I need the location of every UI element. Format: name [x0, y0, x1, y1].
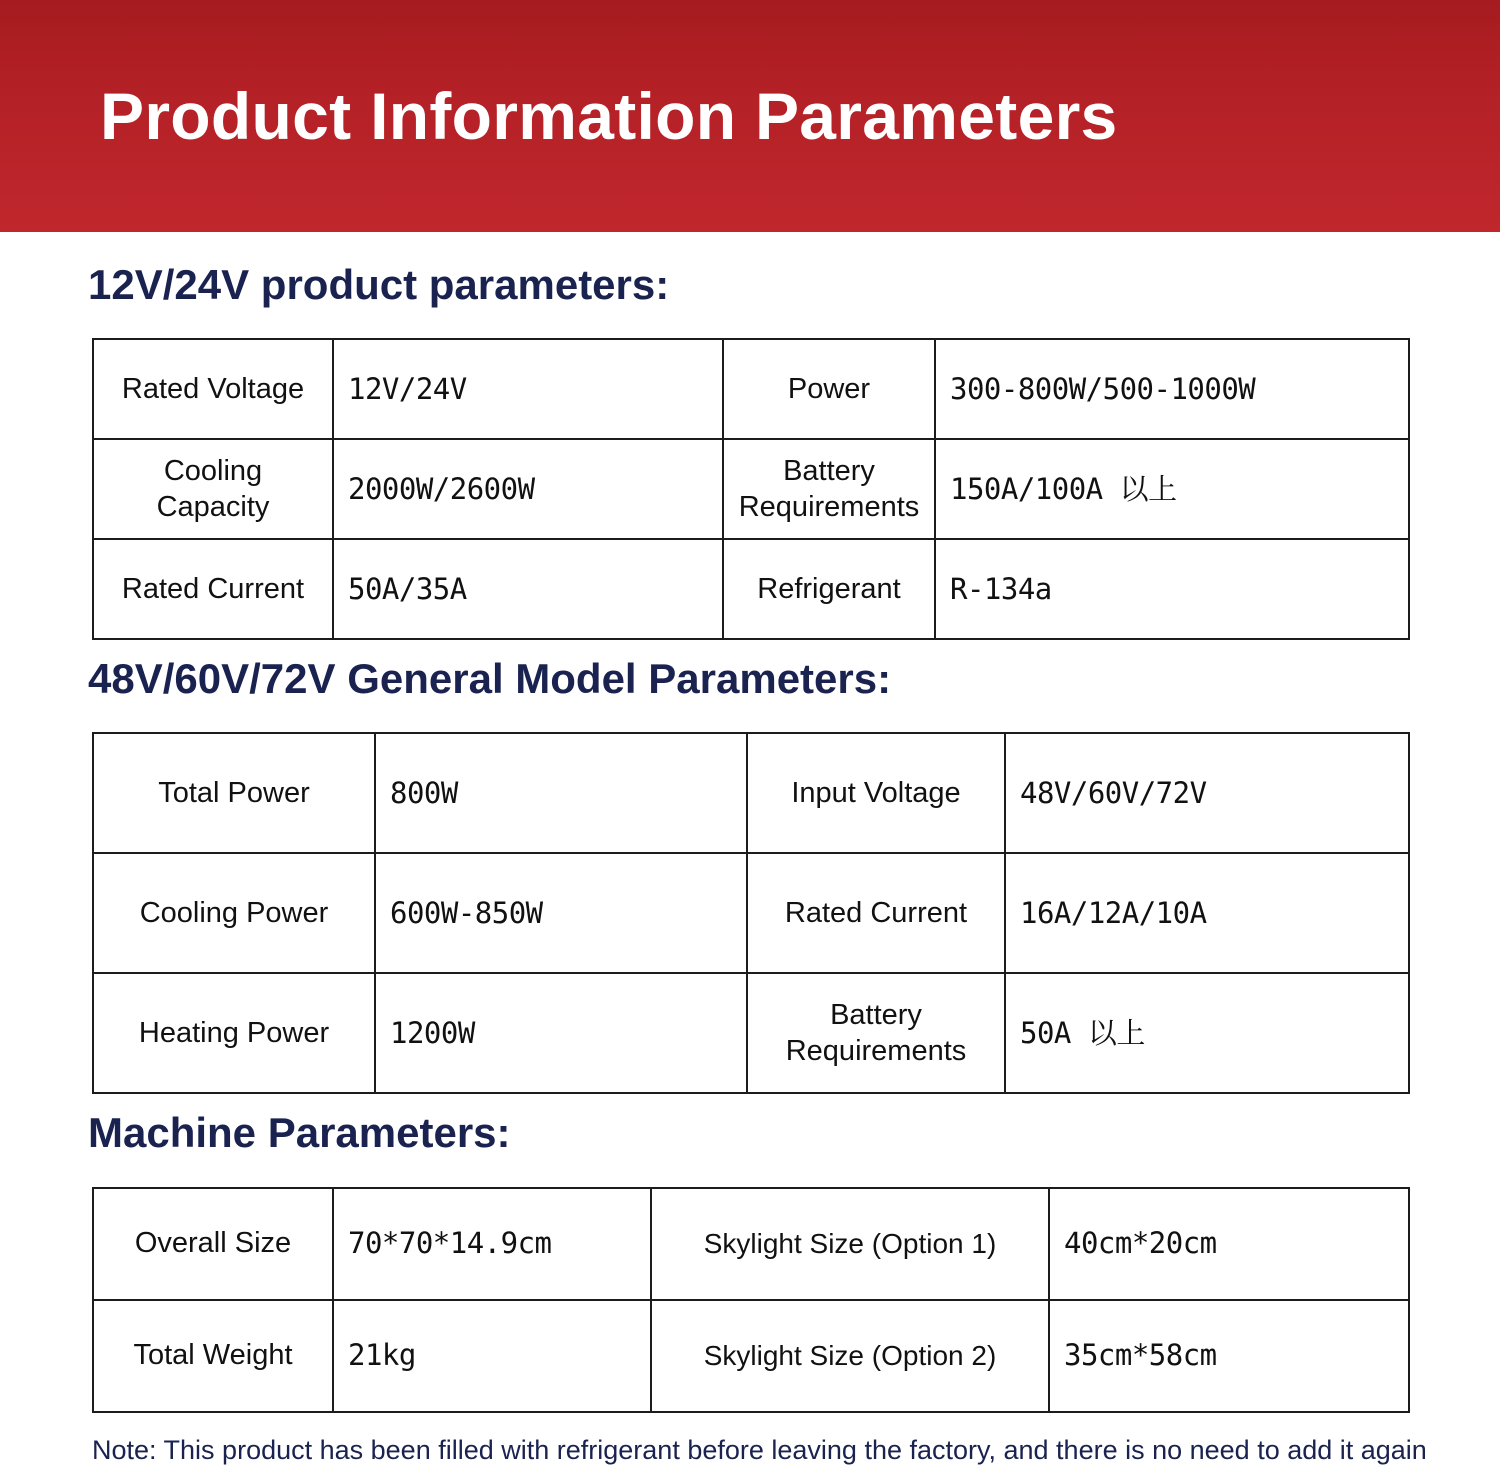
table-row: [93, 1300, 1409, 1412]
param-value: 35cm*58cm: [1049, 1300, 1409, 1412]
param-label: Rated Current: [93, 539, 333, 639]
param-value: 12V/24V: [333, 339, 723, 439]
param-label: Input Voltage: [747, 733, 1005, 853]
param-value: 2000W/2600W: [333, 439, 723, 539]
footer-note: Note: This product has been filled with refrigerant before leaving the factory, and there is no need to add it again: [92, 1434, 1427, 1465]
param-value: 50A 以上: [1005, 973, 1409, 1093]
spacer: [0, 702, 1500, 732]
parameters-table-48v60v72v: [92, 732, 1410, 1094]
parameters-table-machine: [92, 1187, 1410, 1413]
param-value: 50A/35A: [333, 539, 723, 639]
table-wrapper-machine: [0, 1187, 1500, 1413]
param-value: 16A/12A/10A: [1005, 853, 1409, 973]
parameters-table-12v24v: [92, 338, 1410, 640]
table-row: [93, 973, 1409, 1093]
spacer: [0, 308, 1500, 338]
table-row: [93, 1188, 1409, 1300]
param-value: 1200W: [375, 973, 747, 1093]
param-value: 48V/60V/72V: [1005, 733, 1409, 853]
param-label: Total Weight: [93, 1300, 333, 1412]
param-label: Skylight Size (Option 1): [651, 1188, 1049, 1300]
param-label: Rated Voltage: [93, 339, 333, 439]
param-value: 300-800W/500-1000W: [935, 339, 1409, 439]
param-label: Cooling Capacity: [93, 439, 333, 539]
param-value: 800W: [375, 733, 747, 853]
param-label: Overall Size: [93, 1188, 333, 1300]
table-wrapper-12v24v: [0, 338, 1500, 640]
spacer: [0, 640, 1500, 656]
table-row: [93, 539, 1409, 639]
param-label: Total Power: [93, 733, 375, 853]
section-heading-12v24v: 12V/24V product parameters:: [88, 261, 670, 308]
spacer: [0, 232, 1500, 262]
param-value: 40cm*20cm: [1049, 1188, 1409, 1300]
param-label: Battery Requirements: [723, 439, 935, 539]
spacer: [0, 1094, 1500, 1110]
param-label: Skylight Size (Option 2): [651, 1300, 1049, 1412]
param-value: 150A/100A 以上: [935, 439, 1409, 539]
spacer: [0, 1157, 1500, 1187]
param-label: Rated Current: [747, 853, 1005, 973]
table-row: [93, 853, 1409, 973]
param-value: 70*70*14.9cm: [333, 1188, 651, 1300]
param-value: R-134a: [935, 539, 1409, 639]
section-heading-48v60v72v: 48V/60V/72V General Model Parameters:: [88, 655, 892, 703]
header-banner: [0, 0, 1500, 232]
param-label: Power: [723, 339, 935, 439]
param-label: Battery Requirements: [747, 973, 1005, 1093]
param-value: 600W-850W: [375, 853, 747, 973]
param-label: Refrigerant: [723, 539, 935, 639]
table-wrapper-48v60v72v: [0, 732, 1500, 1094]
param-label: Heating Power: [93, 973, 375, 1093]
page-title: Product Information Parameters: [100, 78, 1118, 153]
param-value: 21kg: [333, 1300, 651, 1412]
table-row: [93, 439, 1409, 539]
param-label: Cooling Power: [93, 853, 375, 973]
section-heading-machine: Machine Parameters:: [88, 1109, 511, 1157]
table-row: [93, 339, 1409, 439]
table-row: [93, 733, 1409, 853]
